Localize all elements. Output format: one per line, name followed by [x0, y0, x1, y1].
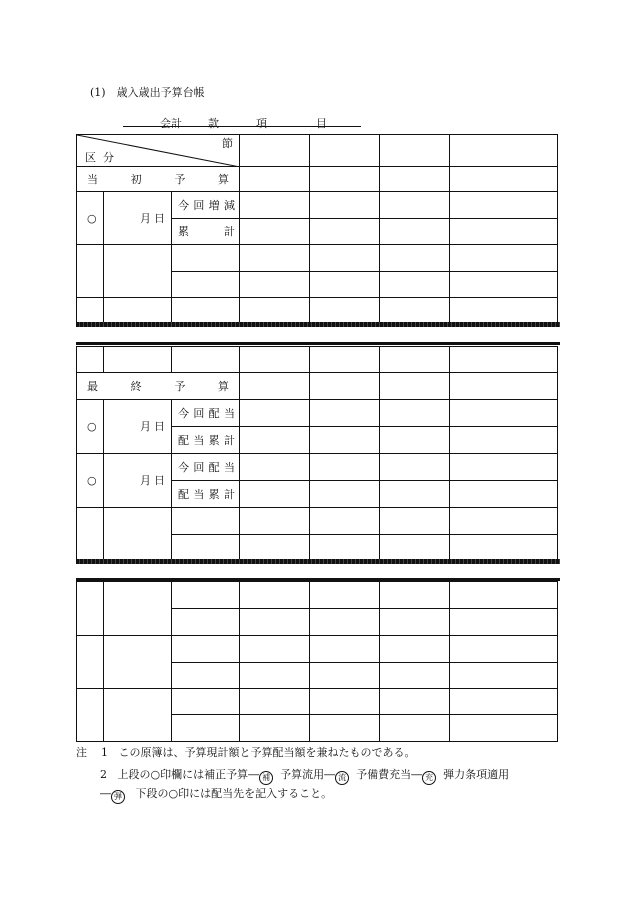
ryuyou-label: 予算流用― [280, 768, 336, 781]
document-title: (1) 歳入歳出予算台帳 [90, 86, 205, 99]
cell[interactable] [380, 245, 450, 272]
cell[interactable] [240, 135, 310, 167]
cell[interactable] [310, 663, 380, 689]
cell[interactable] [104, 347, 172, 373]
cell[interactable] [310, 298, 380, 324]
section-break-line [76, 559, 560, 564]
circle-mark: ○ [77, 192, 104, 245]
cell[interactable] [240, 167, 310, 192]
cell[interactable] [240, 427, 310, 454]
cell[interactable] [450, 454, 558, 481]
cell[interactable] [380, 508, 450, 535]
cell[interactable] [450, 373, 558, 400]
kaikei-underline [123, 126, 243, 127]
saishu-yosan-cell: 最 終 予 算 [77, 373, 240, 400]
note-2-line2-text: 下段の○印には配当先を記入すること。 [135, 787, 333, 800]
kaikei-label: 会計 [160, 117, 182, 130]
cell[interactable] [450, 427, 558, 454]
cell[interactable] [380, 427, 450, 454]
cell[interactable] [172, 245, 240, 272]
cell[interactable] [172, 689, 240, 715]
cell[interactable] [450, 508, 558, 535]
setsu-label: 節 [222, 137, 234, 150]
blank-cell[interactable] [77, 508, 104, 561]
cell[interactable] [240, 582, 310, 609]
cell[interactable] [172, 663, 240, 689]
note-1 [76, 744, 416, 760]
diagonal-header-cell [77, 135, 240, 167]
cell[interactable] [310, 167, 380, 192]
note-2-dash: ― [100, 787, 111, 800]
blank-cell[interactable] [104, 508, 172, 561]
note-label: 注 [76, 746, 87, 759]
cell[interactable] [380, 689, 450, 715]
kou-underline [243, 126, 301, 127]
circle-mark: ○ [77, 400, 104, 454]
cell[interactable] [310, 508, 380, 535]
cell[interactable] [450, 192, 558, 219]
yobihi-mark-icon: 充 [422, 771, 436, 785]
cell[interactable] [172, 298, 240, 324]
cell[interactable] [240, 272, 310, 298]
cell[interactable] [172, 582, 240, 609]
month-day-cell: 月 日 [104, 192, 172, 245]
ruikei-cell: 累 計 [172, 219, 240, 245]
cell[interactable] [240, 689, 310, 715]
budget-table-bottom [76, 581, 558, 742]
cell[interactable] [380, 192, 450, 219]
danryoku-mark-icon: 弾 [111, 790, 125, 804]
kan-label: 款 [208, 117, 219, 130]
cell[interactable] [380, 135, 450, 167]
cell[interactable] [450, 272, 558, 298]
cell[interactable] [77, 298, 104, 324]
cell[interactable] [380, 609, 450, 636]
ryuyou-mark-icon: 流 [335, 771, 349, 785]
moku-underline [301, 126, 361, 127]
note-2-text: 上段の○印欄には補正予算― [117, 768, 260, 781]
cell[interactable] [450, 219, 558, 245]
cell[interactable] [310, 535, 380, 561]
cell[interactable] [240, 535, 310, 561]
budget-table-middle [76, 346, 558, 561]
cell[interactable] [380, 219, 450, 245]
note-2-line2 [100, 785, 332, 804]
cell[interactable] [450, 582, 558, 609]
cell[interactable] [240, 715, 310, 742]
cell[interactable] [450, 167, 558, 192]
kubun-label: 区 分 [85, 151, 114, 164]
cell[interactable] [172, 535, 240, 561]
haitou-ruikei-cell: 配 当 累 計 [172, 427, 240, 454]
cell[interactable] [380, 663, 450, 689]
month-day-cell: 月 日 [104, 400, 172, 454]
note-2 [100, 766, 509, 785]
cell[interactable] [450, 715, 558, 742]
cell[interactable] [240, 636, 310, 663]
cell[interactable] [104, 298, 172, 324]
cell[interactable] [450, 347, 558, 373]
cell[interactable] [310, 715, 380, 742]
blank-cell[interactable] [104, 636, 172, 689]
cell[interactable] [380, 347, 450, 373]
cell[interactable] [450, 689, 558, 715]
cell[interactable] [240, 454, 310, 481]
cell[interactable] [310, 135, 380, 167]
blank-cell[interactable] [77, 636, 104, 689]
cell[interactable] [450, 609, 558, 636]
cell[interactable] [172, 347, 240, 373]
cell[interactable] [240, 245, 310, 272]
budget-table-top [76, 134, 558, 324]
cell[interactable] [172, 508, 240, 535]
cell[interactable] [380, 272, 450, 298]
cell[interactable] [450, 135, 558, 167]
cell[interactable] [240, 219, 310, 245]
note-2-number: 2 [100, 768, 107, 781]
cell[interactable] [380, 582, 450, 609]
cell[interactable] [310, 636, 380, 663]
section-break-line [76, 322, 560, 327]
month-day-cell: 月 日 [104, 454, 172, 508]
yobihi-label: 予備費充当― [356, 768, 423, 781]
konkai-haitou-cell: 今 回 配 当 [172, 454, 240, 481]
cell[interactable] [310, 192, 380, 219]
cell[interactable] [240, 347, 310, 373]
cell[interactable] [450, 298, 558, 324]
cell[interactable] [172, 272, 240, 298]
kou-label: 項 [256, 117, 267, 130]
tousho-yosan-cell: 当 初 予 算 [77, 167, 240, 192]
cell[interactable] [310, 272, 380, 298]
cell[interactable] [380, 535, 450, 561]
cell[interactable] [240, 663, 310, 689]
note-1-number: 1 [101, 746, 108, 759]
cell[interactable] [310, 373, 380, 400]
cell[interactable] [310, 689, 380, 715]
konkai-zougen-cell: 今 回 増 減 [172, 192, 240, 219]
cell[interactable] [310, 400, 380, 427]
cell[interactable] [310, 454, 380, 481]
cell[interactable] [240, 400, 310, 427]
hosei-mark-icon: 補 [259, 771, 273, 785]
cell[interactable] [450, 636, 558, 663]
cell[interactable] [310, 245, 380, 272]
cell[interactable] [380, 636, 450, 663]
cell[interactable] [172, 609, 240, 636]
cell[interactable] [310, 481, 380, 508]
cell[interactable] [240, 508, 310, 535]
cell[interactable] [380, 481, 450, 508]
cell[interactable] [380, 400, 450, 427]
cell[interactable] [380, 373, 450, 400]
cell[interactable] [450, 535, 558, 561]
cell[interactable] [240, 609, 310, 636]
cell[interactable] [450, 663, 558, 689]
blank-cell[interactable] [77, 689, 104, 742]
cell[interactable] [310, 609, 380, 636]
cell[interactable] [240, 192, 310, 219]
cell[interactable] [380, 167, 450, 192]
cell[interactable] [380, 298, 450, 324]
cell[interactable] [310, 219, 380, 245]
cell[interactable] [380, 454, 450, 481]
blank-cell[interactable] [77, 245, 104, 298]
cell[interactable] [380, 715, 450, 742]
cell[interactable] [240, 298, 310, 324]
note-1-text: この原簿は、予算現計額と予算配当額を兼ねたものである。 [118, 746, 416, 759]
cell[interactable] [240, 481, 310, 508]
danryoku-label: 弾力条項適用 [443, 768, 510, 781]
blank-cell[interactable] [104, 245, 172, 298]
blank-cell[interactable] [77, 582, 104, 636]
diagonal-line [77, 135, 240, 167]
cell[interactable] [310, 347, 380, 373]
cell[interactable] [450, 481, 558, 508]
cell[interactable] [172, 715, 240, 742]
moku-label: 目 [316, 117, 327, 130]
cell[interactable] [172, 636, 240, 663]
cell[interactable] [240, 373, 310, 400]
konkai-haitou-cell: 今 回 配 当 [172, 400, 240, 427]
blank-cell[interactable] [104, 582, 172, 636]
cell[interactable] [77, 347, 104, 373]
cell[interactable] [450, 245, 558, 272]
section-break-line [76, 342, 560, 345]
cell[interactable] [450, 400, 558, 427]
blank-cell[interactable] [104, 689, 172, 742]
haitou-ruikei-cell: 配 当 累 計 [172, 481, 240, 508]
cell[interactable] [310, 582, 380, 609]
circle-mark: ○ [77, 454, 104, 508]
cell[interactable] [310, 427, 380, 454]
